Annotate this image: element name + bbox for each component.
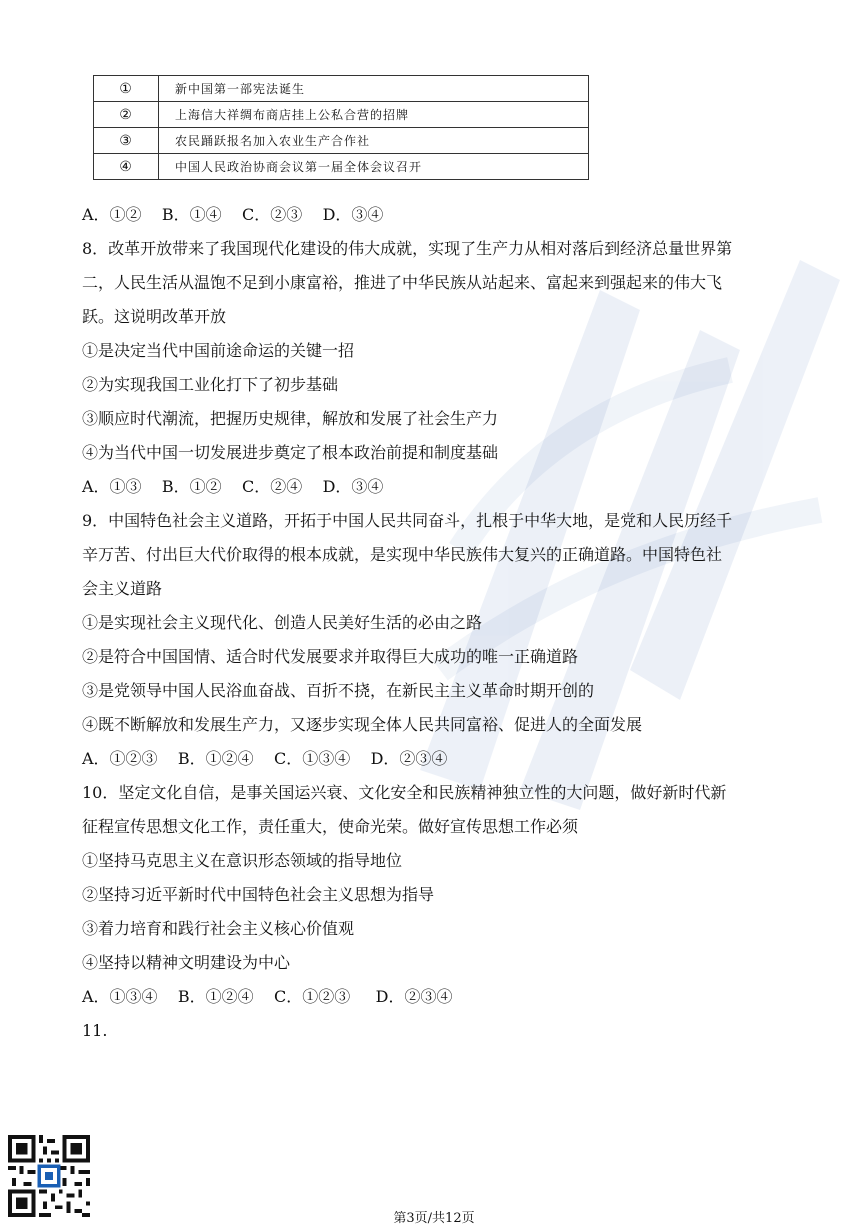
- q10-item: ③着力培育和践行社会主义核心价值观: [82, 919, 355, 938]
- q10-stem-line: 征程宣传思想文化工作，责任重大，使命光荣。做好宣传思想工作必须: [82, 817, 579, 836]
- q8-options: A．①③ B．①② C．②④ D．③④: [82, 477, 384, 496]
- table-cell-text: 新中国第一部宪法诞生: [159, 76, 589, 102]
- table-cell-text: 农民踊跃报名加入农业生产合作社: [159, 128, 589, 154]
- q9-stem-line: 9．中国特色社会主义道路，开拓于中国人民共同奋斗，扎根于中华大地，是党和人民历经千: [82, 511, 733, 530]
- q8-item: ③顺应时代潮流，把握历史规律，解放和发展了社会生产力: [82, 409, 499, 428]
- q9-item: ③是党领导中国人民浴血奋战、百折不挠，在新民主主义革命时期开创的: [82, 681, 595, 700]
- table-cell-num: ②: [94, 102, 159, 128]
- q10-item: ①坚持马克思主义在意识形态领域的指导地位: [82, 851, 403, 870]
- q8-stem-line: 跃。这说明改革开放: [82, 307, 227, 326]
- q9-item: ①是实现社会主义现代化、创造人民美好生活的必由之路: [82, 613, 483, 632]
- q9-item: ②是符合中国国情、适合时代发展要求并取得巨大成功的唯一正确道路: [82, 647, 579, 666]
- q9-stem-line: 会主义道路: [82, 579, 163, 598]
- q10-item: ④坚持以精神文明建设为中心: [82, 953, 291, 972]
- table-cell-text: 上海信大祥绸布商店挂上公私合营的招牌: [159, 102, 589, 128]
- q8-item: ④为当代中国一切发展进步奠定了根本政治前提和制度基础: [82, 443, 499, 462]
- table-row: [94, 154, 589, 180]
- table-row: [94, 102, 589, 128]
- q9-options: A．①②③ B．①②④ C．①③④ D．②③④: [82, 749, 448, 768]
- q8-stem-line: 二，人民生活从温饱不足到小康富裕，推进了中华民族从站起来、富起来到强起来的伟大飞: [82, 273, 723, 292]
- qr-code-icon: [8, 1135, 90, 1217]
- q8-stem-line: 8．改革开放带来了我国现代化建设的伟大成就，实现了生产力从相对落后到经济总量世界第: [82, 239, 733, 258]
- q9-item: ④既不断解放和发展生产力，又逐步实现全体人民共同富裕、促进人的全面发展: [82, 715, 643, 734]
- table-cell-num: ④: [94, 154, 159, 180]
- q7-options: A．①② B．①④ C．②③ D．③④: [82, 205, 384, 224]
- events-table: [93, 75, 589, 180]
- table-row: [94, 128, 589, 154]
- table-cell-text: 中国人民政治协商会议第一届全体会议召开: [159, 154, 589, 180]
- q9-stem-line: 辛万苦、付出巨大代价取得的根本成就，是实现中华民族伟大复兴的正确道路。中国特色社: [82, 545, 723, 564]
- page-number: 第3页/共12页: [393, 1211, 475, 1226]
- q10-stem-line: 10．坚定文化自信，是事关国运兴衰、文化安全和民族精神独立性的大问题，做好新时代新: [82, 783, 727, 802]
- q10-options: A．①③④ B．①②④ C．①②③ D．②③④: [82, 987, 453, 1006]
- q10-item: ②坚持习近平新时代中国特色社会主义思想为指导: [82, 885, 435, 904]
- table-cell-num: ③: [94, 128, 159, 154]
- table-row: [94, 76, 589, 102]
- q11-label: 11.: [82, 1021, 108, 1040]
- table-cell-num: ①: [94, 76, 159, 102]
- q8-item: ②为实现我国工业化打下了初步基础: [82, 375, 339, 394]
- q8-item: ①是决定当代中国前途命运的关键一招: [82, 341, 355, 360]
